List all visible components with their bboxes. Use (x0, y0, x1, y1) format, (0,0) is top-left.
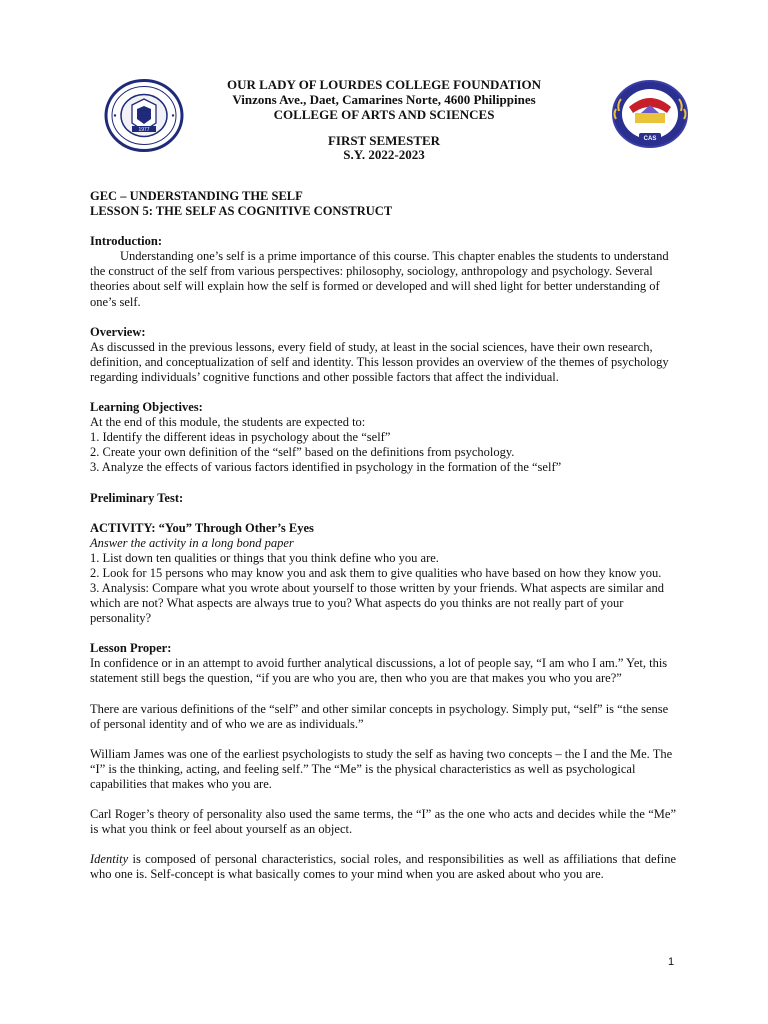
document-header (0, 77, 768, 122)
department-name: COLLEGE OF ARTS AND SCIENCES (273, 107, 495, 122)
svg-text:CAS: CAS (643, 136, 657, 142)
college-address: Vinzons Ave., Daet, Camarines Norte, 4600 Philippines (232, 92, 536, 107)
lesson-paragraph: There are various definitions of the “self” and other similar concepts in psychology. Simply put, “self” is “the sense of personal identity and of who we are as individuals.” (90, 701, 669, 731)
overview-heading: Overview: (90, 324, 146, 339)
identity-text: is composed of personal characteristics, social roles, and responsibilities as well as affiliations that define who one is. Self-concept is what basically comes to your mind when you are asked about who you are. (90, 852, 676, 882)
objective-item: 2. Create your own definition of the “self” based on the definitions from psychology. (90, 445, 515, 460)
activity-item: 2. Look for 15 persons who may know you and ask them to give qualities who have based on how they know you. (90, 565, 662, 580)
introduction-heading: Introduction: (90, 234, 163, 249)
svg-text:1977: 1977 (138, 127, 150, 133)
objective-item: 3. Analyze the effects of various factors identified in psychology in the formation of the “self” (90, 460, 562, 475)
lesson-proper-heading: Lesson Proper: (90, 641, 172, 656)
school-year: S.Y. 2022-2023 (343, 147, 425, 162)
activity-instruction: Answer the activity in a long bond paper (90, 535, 294, 550)
identity-term: Identity (90, 852, 129, 867)
identity-paragraph (90, 852, 676, 882)
course-title: GEC – UNDERSTANDING THE SELF (90, 189, 303, 203)
lesson-title: LESSON 5: THE SELF AS COGNITIVE CONSTRUCT (90, 204, 393, 219)
activity-heading: ACTIVITY: “You” Through Other’s Eyes (90, 520, 314, 535)
semester-block (0, 134, 768, 162)
objectives-heading: Learning Objectives: (90, 400, 203, 415)
objectives-intro: At the end of this module, the students are expected to: (90, 415, 366, 430)
document-body (90, 189, 676, 882)
lesson-paragraph: William James was one of the earliest psychologists to study the self as having two concepts – the I and the Me. The “I” is the thinking, acting, and feeling self.” The “Me” is the physical characteristics as well as psychological capabilities that makes who you are. (90, 746, 673, 791)
preliminary-heading: Preliminary Test: (90, 490, 184, 505)
activity-item: 1. List down ten qualities or things that you think define who you are. (90, 550, 439, 565)
college-name: OUR LADY OF LOURDES COLLEGE FOUNDATION (226, 77, 542, 92)
overview-text: As discussed in the previous lessons, every field of study, at least in the social sciences, have their own research, definition, and conceptualization of self and identity. This lesson provides an overview of the themes of psychology regarding individuals’ cognitive functions and other possible factors that affect the individual. (90, 339, 669, 384)
objective-item: 1. Identify the different ideas in psychology about the “self” (90, 430, 391, 445)
lesson-paragraph: In confidence or in an attempt to avoid further analytical discussions, a lot of people say, “I am who I am.” Yet, this statement still begs the question, “if you are who you are, then who you are that makes you who you are?” (90, 656, 668, 686)
activity-item: 3. Analysis: Compare what you wrote about yourself to those written by your friends. What aspects are similar and which are not? What aspects are always true to you? What aspects do you thinks are not really part of your personality? (90, 580, 664, 626)
lesson-paragraph: Carl Roger’s theory of personality also used the same terms, the “I” as the one who acts and decides while the “Me” is what you think or feel about yourself as an object. (90, 807, 676, 837)
page-number: 1 (668, 956, 675, 968)
introduction-text: Understanding one’s self is a prime importance of this course. This chapter enables the students to understand the construct of the self from various perspectives: philosophy, sociology, anthropology and psychology. Several theories about self will explain how the self is formed or developed and will shed light for better understanding of one’s self. (90, 249, 669, 309)
semester: FIRST SEMESTER (327, 133, 441, 148)
